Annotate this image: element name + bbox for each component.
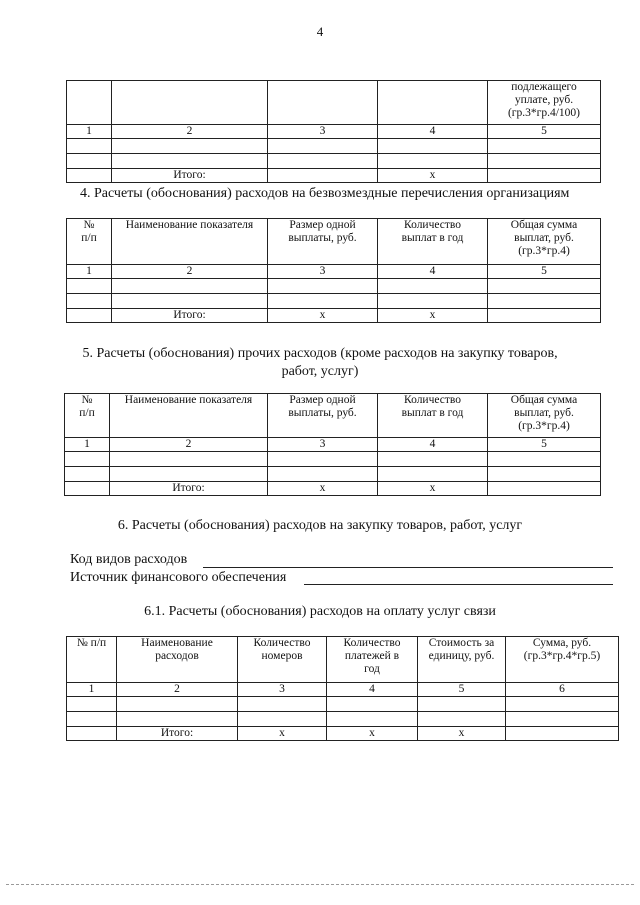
column-number-row — [65, 438, 601, 452]
section-5-title-line1: 5. Расчеты (обоснования) прочих расходов (кроме расходов на закупку товаров, — [82, 346, 558, 361]
column-number: 4 — [327, 683, 418, 697]
table-row — [67, 154, 601, 169]
total-label: Итого: — [110, 482, 268, 496]
header-line: подлежащего — [511, 81, 577, 93]
header-line: Наименование показателя — [124, 394, 253, 406]
column-number: 2 — [117, 683, 238, 697]
table-header-row — [67, 81, 601, 125]
column-header-total-sum — [488, 219, 601, 265]
column-number: 5 — [488, 125, 601, 139]
column-number: 1 — [67, 125, 112, 139]
section-5-title-line2: работ, услуг) — [281, 364, 359, 379]
table-row — [67, 712, 619, 727]
header-line: единицу, руб. — [428, 650, 495, 662]
header-line: Наименование показателя — [125, 219, 254, 231]
column-header-tax-due — [488, 81, 601, 125]
column-number: 3 — [268, 265, 378, 279]
column-number: 3 — [268, 438, 378, 452]
header-line: Общая сумма — [510, 394, 578, 406]
column-header-indicator — [112, 219, 268, 265]
column-header-number — [67, 219, 112, 265]
header-line: выплаты, руб. — [288, 407, 357, 419]
x-mark: x — [268, 309, 378, 323]
header-line: выплат, руб. — [514, 232, 574, 244]
header-line: Количество — [404, 394, 461, 406]
header-line: выплат в год — [401, 232, 464, 244]
total-row — [67, 727, 619, 741]
header-line: номеров — [261, 650, 303, 662]
expense-code-label: Код видов расходов — [70, 552, 188, 567]
column-number: 1 — [67, 265, 112, 279]
table-section-6-1 — [66, 636, 619, 741]
total-label: Итого: — [117, 727, 238, 741]
column-number: 2 — [112, 265, 268, 279]
header-line: Количество — [253, 637, 311, 649]
column-header-number-count — [238, 637, 327, 683]
x-mark: x — [238, 727, 327, 741]
total-row — [65, 482, 601, 496]
table-row — [65, 467, 601, 482]
header-line: Размер одной — [289, 219, 356, 231]
column-header-total-sum — [488, 394, 601, 438]
column-number: 5 — [488, 438, 601, 452]
header-line: платежей в — [344, 650, 400, 662]
column-number: 2 — [110, 438, 268, 452]
column-number: 6 — [506, 683, 619, 697]
header-line: расходов — [155, 650, 199, 662]
x-mark: x — [327, 727, 418, 741]
column-header-payment-count — [378, 394, 488, 438]
header-line: № п/п — [76, 637, 107, 649]
header-line: Наименование — [141, 637, 213, 649]
column-header-payment-count — [378, 219, 488, 265]
header-line: п/п — [81, 232, 97, 244]
column-header-payments-per-year — [327, 637, 418, 683]
x-mark: x — [378, 482, 488, 496]
column-number: 1 — [65, 438, 110, 452]
table-row — [67, 139, 601, 154]
header-line: год — [364, 663, 380, 675]
total-row — [67, 169, 601, 183]
header-line: п/п — [79, 407, 95, 419]
header-line: (гр.3*гр.4) — [518, 420, 570, 432]
x-mark: x — [378, 309, 488, 323]
x-mark: x — [268, 482, 378, 496]
table-header-row — [67, 219, 601, 265]
header-line: выплаты, руб. — [288, 232, 357, 244]
funding-source-label: Источник финансового обеспечения — [70, 570, 287, 585]
column-header-indicator — [110, 394, 268, 438]
table-row — [65, 452, 601, 467]
table-section-5 — [64, 393, 601, 496]
table-row — [67, 294, 601, 309]
table-header-row — [67, 637, 619, 683]
x-mark: x — [378, 169, 488, 183]
header-line: Количество — [343, 637, 401, 649]
column-number-row — [67, 125, 601, 139]
table-header-row — [65, 394, 601, 438]
column-header-unit-cost — [418, 637, 506, 683]
header-line: Размер одной — [289, 394, 356, 406]
header-line: Стоимость за — [428, 637, 495, 649]
column-number-row — [67, 265, 601, 279]
header-line: выплат в год — [401, 407, 464, 419]
section-4-title: 4. Расчеты (обоснования) расходов на безвозмездные перечисления организациям — [80, 186, 570, 201]
header-line: Общая сумма — [510, 219, 578, 231]
header-line: Сумма, руб. — [532, 637, 592, 649]
column-number: 3 — [238, 683, 327, 697]
header-line: № — [83, 219, 95, 231]
column-number: 5 — [418, 683, 506, 697]
header-line: № — [81, 394, 93, 406]
column-header-payment-size — [268, 219, 378, 265]
header-line: Количество — [404, 219, 461, 231]
scan-artifact-line — [6, 884, 634, 885]
column-header-payment-size — [268, 394, 378, 438]
column-number: 5 — [488, 265, 601, 279]
header-line: выплат, руб. — [514, 407, 574, 419]
column-header-expense-name — [117, 637, 238, 683]
header-line: (гр.3*гр.4) — [518, 245, 570, 257]
column-header-sum — [506, 637, 619, 683]
total-label: Итого: — [112, 309, 268, 323]
total-row — [67, 309, 601, 323]
table-continued — [66, 80, 601, 183]
section-6-title: 6. Расчеты (обоснования) расходов на закупку товаров, работ, услуг — [117, 518, 523, 533]
header-line: уплате, руб. — [514, 94, 574, 106]
funding-source-field[interactable] — [304, 584, 613, 585]
total-label: Итого: — [112, 169, 268, 183]
header-line: (гр.3*гр.4*гр.5) — [523, 650, 601, 662]
column-number: 3 — [268, 125, 378, 139]
column-number: 4 — [378, 265, 488, 279]
column-header-number — [65, 394, 110, 438]
header-line: (гр.3*гр.4/100) — [507, 107, 581, 119]
column-number: 4 — [378, 125, 488, 139]
table-row — [67, 697, 619, 712]
column-number: 4 — [378, 438, 488, 452]
column-number: 1 — [67, 683, 117, 697]
column-number: 2 — [112, 125, 268, 139]
column-header-number — [67, 637, 117, 683]
section-6-1-title: 6.1. Расчеты (обоснования) расходов на оплату услуг связи — [144, 604, 496, 619]
table-section-4 — [66, 218, 601, 323]
table-row — [67, 279, 601, 294]
x-mark: x — [418, 727, 506, 741]
column-number-row — [67, 683, 619, 697]
expense-code-field[interactable] — [203, 567, 613, 568]
page-number: 4 — [316, 24, 324, 39]
